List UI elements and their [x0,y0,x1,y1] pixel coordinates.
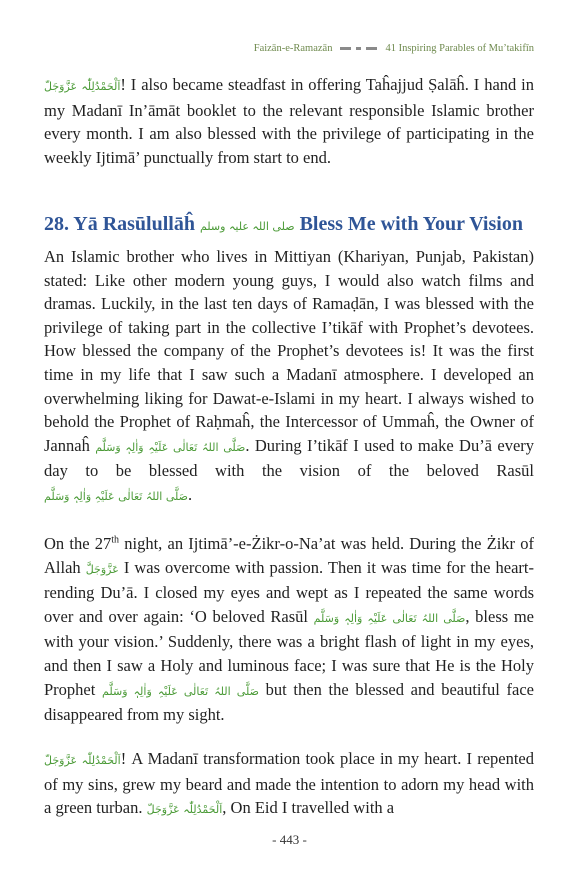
salawat-calligraphy: صَلَّی اللہُ تَعَالٰی عَلَیْہِ وَاٰلِہٖ وَسَلَّم [95,440,246,454]
paragraph-3-text-c: I was overcome with passion. Then it was time for the heart-rending Du’ā. I closed my eyes and wept as I repeated the same words over and over again: ‘O beloved Rasūl [44,557,535,626]
alhamdulillah-calligraphy: اَلْحَمْدُلِلّٰہ عَزَّوَجَلّ [146,803,223,817]
section-heading-prefix: 28. Yā Rasūlullāĥ [44,213,195,235]
paragraph-2 [44,245,534,509]
paragraph-3-text-a: On the 27 [44,534,112,553]
paragraph-3-text-b: night, an Ijtimā’-e-Żikr-o-Na’at was held. During the Żikr of Allah [44,534,534,577]
header-separator [340,47,377,50]
paragraph-2-text-b: . During I’tikāf I used to make Du’ā every day to be blessed with the vision of the beloved Rasūl [44,435,535,481]
salawat-icon: صلی اللہ علیہ وسلم [199,220,295,233]
section-heading [44,213,534,236]
paragraph-3 [44,532,534,727]
page-number: - 443 - [272,832,307,847]
paragraph-3-text-d: , bless me with your vision.’ Suddenly, there was a bright flash of light in my eyes, and then I saw a Holy and luminous face; I was sure that He is the Holy Prophet [44,606,534,699]
running-header [190,40,534,56]
section-heading-suffix: Bless Me with Your Vision [299,213,523,235]
book-title: Faizān-e-Ramazān [253,42,333,54]
alhamdulillah-calligraphy: اَلْحَمْدُلِلّٰہ عَزَّوَجَلّ [44,80,121,93]
salawat-calligraphy: صَلَّی اللہُ تَعَالٰی عَلَیْہِ وَاٰلِہٖ وَسَلَّم [44,489,188,503]
azza-wa-jal-calligraphy: عَزَّوَجَلَّ [85,562,119,576]
alhamdulillah-calligraphy: اَلْحَمْدُلِلّٰہ عَزَّوَجَلّ [44,754,121,767]
paragraph-4 [44,747,534,822]
paragraph-4-text-b: , On Eid I travelled with a [222,798,395,818]
paragraph-4-text-a: ! A Madanī transformation took place in my heart. I repented of my sins, grew my beard and made the intention to adorn my head with a green turban. [44,749,535,818]
salawat-calligraphy: صَلَّی اللہُ تَعَالٰی عَلَیْہِ وَاٰلِہٖ وَسَلَّم [102,684,259,698]
paragraph-2-text-c: . [188,484,193,504]
ordinal-suffix: th [111,534,120,546]
paragraph-3-text-e: but then the blessed and beautiful face disappeared from my sight. [44,679,535,725]
salawat-calligraphy: صَلَّی اللہُ تَعَالٰی عَلَیْہِ وَاٰلِہٖ وَسَلَّم [313,611,466,625]
paragraph-1 [44,73,534,169]
paragraph-2-text-a: An Islamic brother who lives in Mittiyan (Khariyan, Punjab, Pakistan) stated: Like other modern young guys, I would also watch films and dramas. Luckily, in the last ten days of Ramaḍān, I was blessed with the privilege of taking part in the collective I’tikāf with Prophet’s devotees. How blessed the company of the Prophet’s devotees is! It was the first time in my life that I saw such a Madanī atmosphere. I developed an overwhelming liking for Dawat-e-Islami in my heart. I always wished to behold the Prophet of Raḥmaĥ, the Intercessor of Ummaĥ, the Owner of Jannaĥ [44,247,534,455]
paragraph-1-text: ! I also became steadfast in offering Taĥajjud Ṣalāĥ. I hand in my Madanī In’āmāt booklet to the relevant responsible Islamic brother every month. I am also blessed with the privilege of participating in the weekly Ijtimā’ punctually from start to end. [44,75,534,167]
chapter-title: 41 Inspiring Parables of Mu’takifīn [385,42,534,54]
